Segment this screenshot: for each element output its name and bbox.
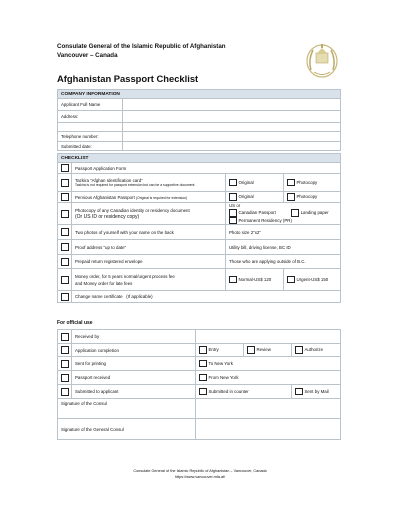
photos-checkbox[interactable]	[61, 228, 69, 236]
submitted-applicant-label: Submitted to applicant	[72, 385, 196, 399]
passport-photocopy-label: Photocopy	[296, 194, 318, 200]
in-counter-checkbox[interactable]	[199, 388, 207, 396]
normal-fee-checkbox[interactable]	[229, 276, 237, 284]
by-mail-label: Sent by Mail	[304, 388, 329, 394]
tazkira-original-checkbox[interactable]	[229, 179, 237, 187]
photocopy-id-checkbox[interactable]	[61, 210, 69, 218]
received-by-label: Received by	[72, 330, 196, 344]
checklist-heading: CHECKLIST	[58, 154, 341, 163]
tazkira-photocopy-label: Photocopy	[296, 179, 318, 185]
envelope-checkbox[interactable]	[61, 258, 69, 266]
photos-label: Two photos of yourself with your name on the back	[72, 225, 226, 240]
previous-passport-note: (Original is required for extension)	[136, 195, 188, 200]
money-order-label: Money order, for 5 years normal/urgent process fee	[75, 273, 175, 279]
urgent-fee-label: Urgent-US$ 150	[296, 276, 329, 282]
envelope-note: Those who are applying outside of B.C.	[226, 255, 341, 269]
received-by-field[interactable]	[196, 330, 341, 344]
landing-paper-checkbox[interactable]	[291, 209, 299, 217]
footer-website: https://www.vancouver.mfa.af/	[174, 475, 226, 479]
page-title: Afghanistan Passport Checklist	[57, 73, 199, 84]
in-counter-label: Submitted in counter	[208, 388, 249, 394]
passport-original-checkbox[interactable]	[229, 193, 237, 201]
checklist-table	[57, 153, 341, 303]
submitted-date-field[interactable]	[123, 142, 341, 151]
previous-passport-checkbox[interactable]	[61, 193, 69, 201]
address-label: Address:	[58, 111, 123, 123]
app-completion-label: Application completion	[72, 344, 196, 357]
company-info-heading: COMPANY INFORMATION	[58, 90, 341, 99]
address-line2-field[interactable]	[123, 123, 341, 132]
afghanistan-emblem-icon	[305, 40, 339, 80]
review-checkbox[interactable]	[247, 346, 255, 354]
received-by-checkbox[interactable]	[61, 333, 69, 341]
change-name-note: (If applicable)	[126, 294, 153, 299]
proof-address-examples: Utility bill, driving license, BC ID	[226, 240, 341, 255]
consul-signature-label: Signature of the Consul	[58, 399, 196, 419]
footer-address: Consulate General of the Islamic Republic of Afghanistan – Vancouver, Canada	[133, 469, 267, 473]
sent-printing-label: Sent for printing	[72, 357, 196, 371]
proof-address-checkbox[interactable]	[61, 243, 69, 251]
proof-address-label: Proof address “up to date”	[72, 240, 226, 255]
previous-passport-label: Pervious Afghanistan Passport	[75, 194, 135, 200]
app-form-checkbox[interactable]	[61, 164, 69, 172]
app-completion-checkbox[interactable]	[61, 346, 69, 354]
to-ny-label: To New York	[208, 360, 233, 366]
tazkira-original-label: Original	[238, 179, 254, 185]
us-or-label: US or	[229, 203, 241, 208]
passport-received-label: Passport received	[72, 371, 196, 385]
passport-original-label: Original	[238, 194, 254, 200]
change-name-label: Change name certificate	[75, 294, 123, 299]
money-order-label-2: and Money order for late fees	[75, 280, 133, 286]
urgent-fee-checkbox[interactable]	[287, 276, 295, 284]
passport-photocopy-checkbox[interactable]	[287, 193, 295, 201]
pr-label: Permanent Residency (PR)	[238, 217, 292, 223]
photo-size-label: Photo size 2"x2"	[226, 225, 341, 240]
telephone-field[interactable]	[123, 132, 341, 142]
submitted-applicant-checkbox[interactable]	[61, 388, 69, 396]
envelope-label: Prepaid return registered envelope	[72, 255, 226, 269]
general-consul-signature-label: Signature of the General Consul	[58, 419, 196, 440]
tazkira-checkbox[interactable]	[61, 179, 69, 187]
app-form-label: Passport Application Form	[72, 163, 341, 174]
consulate-name: Consulate General of the Islamic Republic of Afghanistan	[57, 43, 226, 50]
applicant-name-field[interactable]	[123, 99, 341, 111]
company-info-table	[57, 89, 341, 151]
sent-printing-checkbox[interactable]	[61, 360, 69, 368]
from-ny-checkbox[interactable]	[199, 374, 207, 382]
from-ny-label: From New York	[208, 374, 239, 380]
tazkira-photocopy-checkbox[interactable]	[287, 179, 295, 187]
canadian-passport-label: Canadian Passport	[238, 209, 276, 215]
landing-paper-label: Landing paper	[300, 209, 329, 215]
money-order-checkbox[interactable]	[61, 276, 69, 284]
official-use-table	[57, 329, 341, 440]
tazkira-note: Tazkira is not required for passport extension but can be a supportive document	[75, 182, 195, 187]
address-line2-label	[58, 123, 123, 132]
change-name-checkbox[interactable]	[61, 293, 69, 301]
to-ny-checkbox[interactable]	[199, 360, 207, 368]
canadian-passport-checkbox[interactable]	[229, 209, 237, 217]
tazkira-label: Tazkira “Afghan Identification card”	[75, 177, 143, 183]
entry-checkbox[interactable]	[199, 346, 207, 354]
authorize-label: Authorize	[304, 347, 324, 353]
consul-signature-field[interactable]	[196, 399, 341, 419]
consulate-city: Vancouver – Canada	[57, 52, 118, 59]
passport-received-checkbox[interactable]	[61, 374, 69, 382]
telephone-label: Telephone number:	[58, 132, 123, 142]
authorize-checkbox[interactable]	[295, 346, 303, 354]
photocopy-id-label: Photocopy of any Canadian identity or residency document	[75, 207, 190, 213]
submitted-date-label: Submitted date:	[58, 142, 123, 151]
normal-fee-label: Normal-US$ 120	[238, 276, 272, 282]
photocopy-id-note: (Or US ID or residency copy)	[75, 213, 140, 220]
applicant-name-label: Applicant Full Name	[58, 99, 123, 111]
review-label: Review	[256, 347, 271, 353]
official-use-heading: For official use	[57, 320, 93, 326]
by-mail-checkbox[interactable]	[295, 388, 303, 396]
pr-checkbox[interactable]	[229, 217, 237, 225]
entry-label: Entry	[208, 347, 219, 353]
general-consul-signature-field[interactable]	[196, 419, 341, 440]
address-field[interactable]	[123, 111, 341, 123]
